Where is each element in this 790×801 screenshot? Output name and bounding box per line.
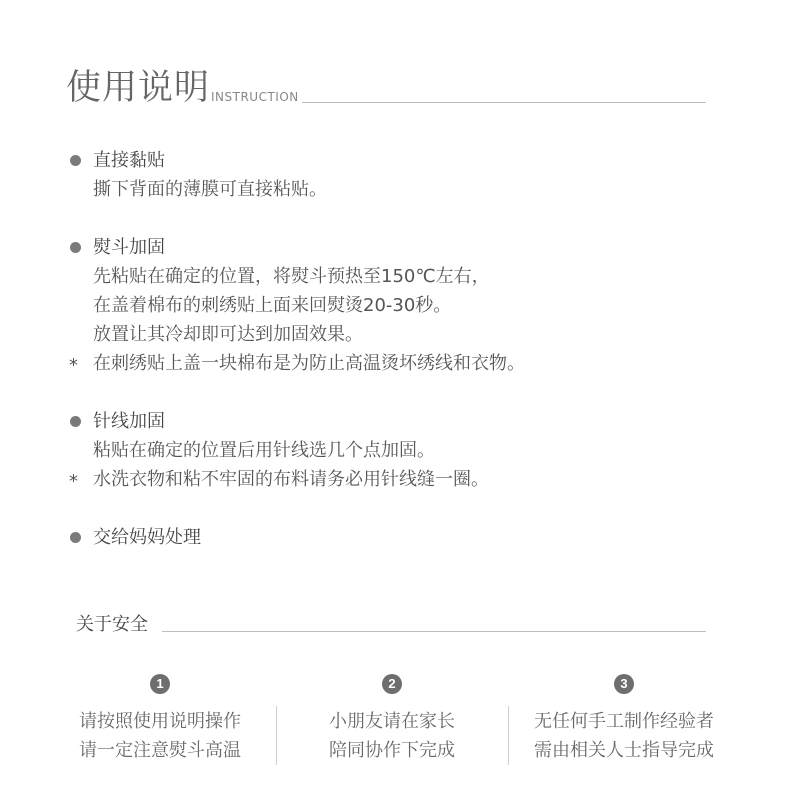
instructions-list xyxy=(66,146,716,552)
asterisk-icon: * xyxy=(69,355,78,376)
safety-header xyxy=(76,610,706,640)
safety-tip-line: 请按照使用说明操作 xyxy=(79,711,241,732)
section-ask-mom xyxy=(66,523,716,552)
number-1-icon: 1 xyxy=(150,674,170,694)
header-divider xyxy=(302,102,706,103)
safety-divider xyxy=(162,631,706,632)
number-2-icon: 2 xyxy=(382,674,402,694)
section-needle-reinforce xyxy=(66,407,716,494)
section-note: 水洗衣物和粘不牢固的布料请务必用针线缝一圈。 xyxy=(93,469,489,490)
instruction-header xyxy=(66,66,706,110)
section-heading: 熨斗加固 xyxy=(93,237,165,258)
section-iron-reinforce xyxy=(66,233,716,378)
safety-tips xyxy=(45,672,745,772)
safety-tip xyxy=(509,672,739,772)
safety-tip xyxy=(277,672,507,772)
bullet-dot-icon xyxy=(70,155,81,166)
safety-title: 关于安全 xyxy=(76,614,148,635)
section-direct-paste xyxy=(66,146,716,204)
safety-tip-line: 小朋友请在家长 xyxy=(329,711,455,732)
safety-tip xyxy=(45,672,275,772)
safety-tip-line: 请一定注意熨斗高温 xyxy=(79,740,241,761)
bullet-dot-icon xyxy=(70,242,81,253)
bullet-dot-icon xyxy=(70,416,81,427)
safety-tip-line: 陪同协作下完成 xyxy=(329,740,455,761)
section-heading: 交给妈妈处理 xyxy=(93,527,201,548)
section-text: 粘贴在确定的位置后用针线选几个点加固。 xyxy=(93,440,435,461)
section-text: 先粘贴在确定的位置，将熨斗预热至150℃左右， xyxy=(93,266,490,287)
section-text: 在盖着棉布的刺绣贴上面来回熨烫20-30秒。 xyxy=(93,295,452,316)
safety-tip-line: 需由相关人士指导完成 xyxy=(534,740,714,761)
page-subtitle: INSTRUCTION xyxy=(211,90,299,104)
safety-tip-line: 无任何手工制作经验者 xyxy=(534,711,714,732)
section-note: 在刺绣贴上盖一块棉布是为防止高温烫坏绣线和衣物。 xyxy=(93,353,525,374)
number-3-icon: 3 xyxy=(614,674,634,694)
section-heading: 直接黏贴 xyxy=(93,150,165,171)
asterisk-icon: * xyxy=(69,471,78,492)
section-heading: 针线加固 xyxy=(93,411,165,432)
page-title: 使用说明 xyxy=(66,68,211,108)
bullet-dot-icon xyxy=(70,532,81,543)
section-text: 放置让其冷却即可达到加固效果。 xyxy=(93,324,363,345)
section-text: 撕下背面的薄膜可直接粘贴。 xyxy=(93,179,327,200)
